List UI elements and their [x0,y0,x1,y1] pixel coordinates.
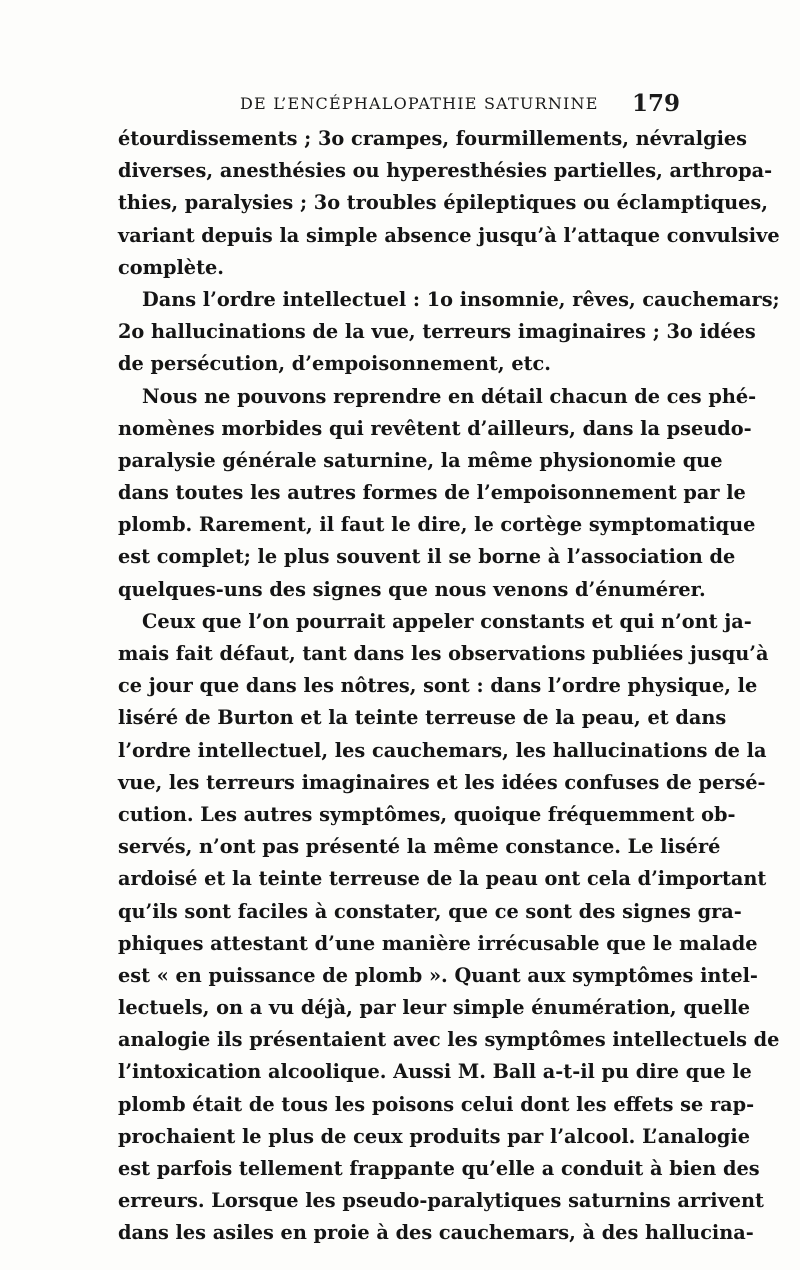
text-line: liséré de Burton et la teinte terreuse de la peau, et dans [118,706,727,730]
text-line: 2o hallucinations de la vue, terreurs imaginaires ; 3o idées [118,320,756,344]
text-line: variant depuis la simple absence jusqu’à l’attaque convulsive [118,223,780,247]
text-line: paralysie générale saturnine, la même physionomie que [118,448,723,472]
text-line: thies, paralysies ; 3o troubles épileptiques ou éclamptiques, [118,191,768,215]
text-line: l’intoxication alcoolique. Aussi M. Ball a-t-il pu dire que le [118,1060,752,1084]
text-line: qu’ils sont faciles à constater, que ce sont des signes gra- [118,899,742,923]
text-line: est parfois tellement frappante qu’elle a conduit à bien des [118,1157,760,1180]
page-number: 179 [631,90,680,117]
text-line: ce jour que dans les nôtres, sont : dans l’ordre physique, le [118,674,758,698]
text-line: mais fait défaut, tant dans les observations publiées jusqu’à [118,642,769,665]
text-line: Ceux que l’on pourrait appeler constants et qui n’ont ja- [142,609,752,633]
text-line: prochaient le plus de ceux produits par l’alcool. L’analogie [118,1124,750,1148]
text-line: vue, les terreurs imaginaires et les idées confuses de persé- [118,770,766,794]
text-line: lectuels, on a vu déjà, par leur simple énumération, quelle [118,996,751,1020]
text-line: l’ordre intellectuel, les cauchemars, les hallucinations de la [118,738,767,762]
text-line: diverses, anesthésies ou hyperesthésies partielles, arthropa- [118,159,773,183]
text-line: quelques-uns des signes que nous venons d’énumérer. [118,577,706,601]
text-line: phiques attestant d’une manière irrécusable que le malade [118,931,758,955]
running-title: DE L’ENCÉPHALOPATHIE SATURNINE [240,94,599,113]
text-line: est complet; le plus souvent il se borne à l’association de [118,545,736,569]
text-line: Nous ne pouvons reprendre en détail chacun de ces phé- [142,384,757,408]
text-line: erreurs. Lorsque les pseudo-paralytiques saturnins arrivent [118,1189,764,1213]
text-line: complète. [118,255,224,279]
text-line: est « en puissance de plomb ». Quant aux symptômes intel- [118,963,758,987]
text-line: analogie ils présentaient avec les symptômes intellectuels de [118,1028,780,1052]
text-line: étourdissements ; 3o crampes, fourmillements, névralgies [118,127,748,150]
text-line: plomb. Rarement, il faut le dire, le cortège symptomatique [118,513,756,537]
text-line: nomènes morbides qui revêtent d’ailleurs, dans la pseudo- [118,416,752,440]
text-line: cution. Les autres symptômes, quoique fréquemment ob- [118,802,736,826]
text-line: dans toutes les autres formes de l’empoisonnement par le [118,481,746,505]
running-head [125,90,680,120]
text-line: de persécution, d’empoisonnement, etc. [118,352,551,376]
text-line: Dans l’ordre intellectuel : 1o insomnie, rêves, cauchemars; [142,287,780,311]
text-line: dans les asiles en proie à des cauchemars, à des hallucina- [118,1221,754,1245]
text-line: ardoisé et la teinte terreuse de la peau ont cela d’important [118,867,767,891]
body-text [118,123,780,1250]
text-line: plomb était de tous les poisons celui dont les effets se rap- [118,1092,755,1116]
text-line: servés, n’ont pas présenté la même constance. Le liséré [118,835,721,859]
